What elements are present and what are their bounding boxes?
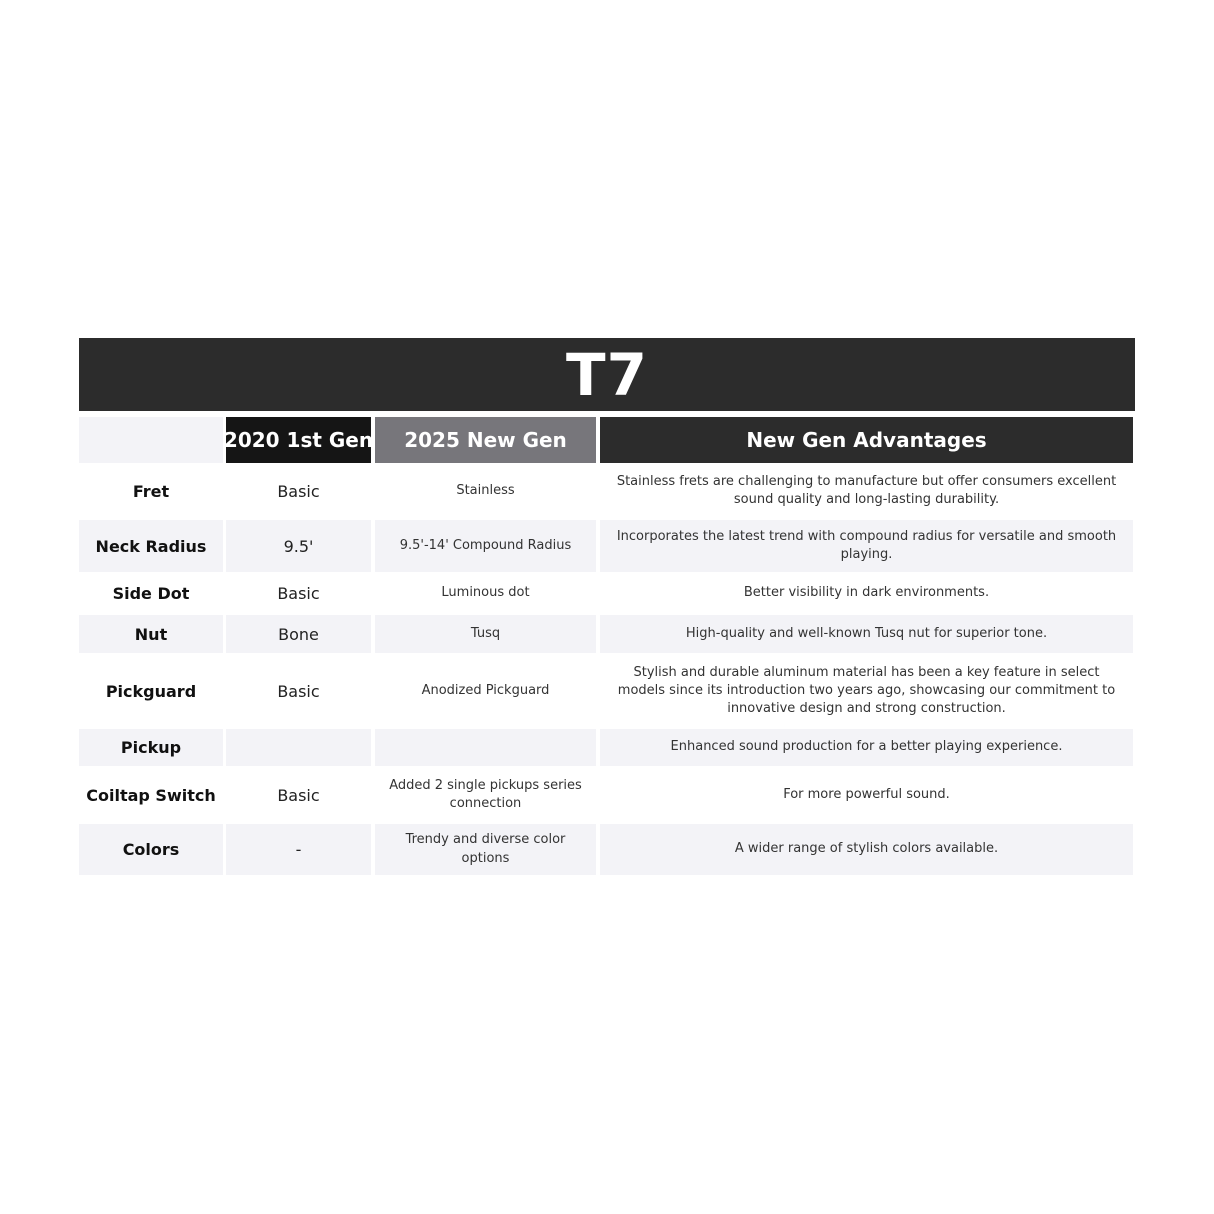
advantage-cell: Enhanced sound production for a better playing experience. — [600, 729, 1133, 766]
table-row — [79, 824, 1135, 875]
feature-cell: Neck Radius — [79, 520, 223, 572]
header-advantages: New Gen Advantages — [600, 417, 1133, 463]
feature-cell: Side Dot — [112, 584, 190, 603]
gen2-cell: Added 2 single pickups series connection — [389, 777, 582, 811]
gen2-cell: Anodized Pickguard — [421, 682, 550, 698]
title-banner — [79, 338, 1135, 411]
advantage-cell: High-quality and well-known Tusq nut for superior tone. — [600, 615, 1133, 653]
feature-cell: Nut — [79, 615, 223, 653]
advantage-cell: For more powerful sound. — [783, 786, 950, 802]
gen2-cell: 9.5'-14' Compound Radius — [375, 520, 596, 572]
feature-cell: Colors — [79, 824, 223, 875]
feature-cell: Pickguard — [105, 681, 197, 701]
table-header — [79, 417, 1135, 463]
advantage-cell: Better visibility in dark environments. — [743, 585, 990, 601]
gen1-cell: Basic — [277, 481, 320, 501]
table-row — [79, 520, 1135, 572]
gen1-cell: Basic — [277, 785, 320, 805]
gen1-cell: Bone — [226, 615, 371, 653]
table-row — [79, 465, 1135, 517]
table-row — [79, 769, 1135, 821]
table-row — [79, 729, 1135, 766]
feature-cell: Coiltap Switch — [86, 785, 216, 805]
advantage-cell: A wider range of stylish colors available. — [600, 824, 1133, 875]
gen2-cell — [375, 729, 596, 766]
advantage-cell: Incorporates the latest trend with compound radius for versatile and smooth playing. — [600, 520, 1133, 572]
gen1-cell: Basic — [277, 681, 320, 701]
feature-cell: Fret — [132, 481, 170, 501]
gen2-cell: Stainless — [456, 482, 515, 498]
table-row — [79, 615, 1135, 653]
header-gen2: 2025 New Gen — [375, 417, 596, 463]
gen1-cell — [226, 729, 371, 766]
gen2-cell: Luminous dot — [441, 585, 530, 601]
gen2-cell: Trendy and diverse color options — [375, 824, 596, 875]
table-row — [79, 656, 1135, 726]
gen2-cell: Tusq — [375, 615, 596, 653]
advantage-cell: Stylish and durable aluminum material has been a key feature in select models since its introduction two years ago, showcasing our commitment to innovative design and strong construction. — [617, 664, 1116, 717]
gen1-cell: - — [226, 824, 371, 875]
header-gen1: 2020 1st Gen — [226, 417, 371, 463]
feature-cell: Pickup — [79, 729, 223, 766]
header-feature — [79, 417, 223, 463]
advantage-cell: Stainless frets are challenging to manufacture but offer consumers excellent sound quality and long-lasting durability. — [616, 473, 1117, 507]
page-title: T7 — [566, 340, 648, 409]
table-row — [79, 575, 1135, 612]
gen1-cell: 9.5' — [226, 520, 371, 572]
gen1-cell: Basic — [277, 584, 320, 603]
